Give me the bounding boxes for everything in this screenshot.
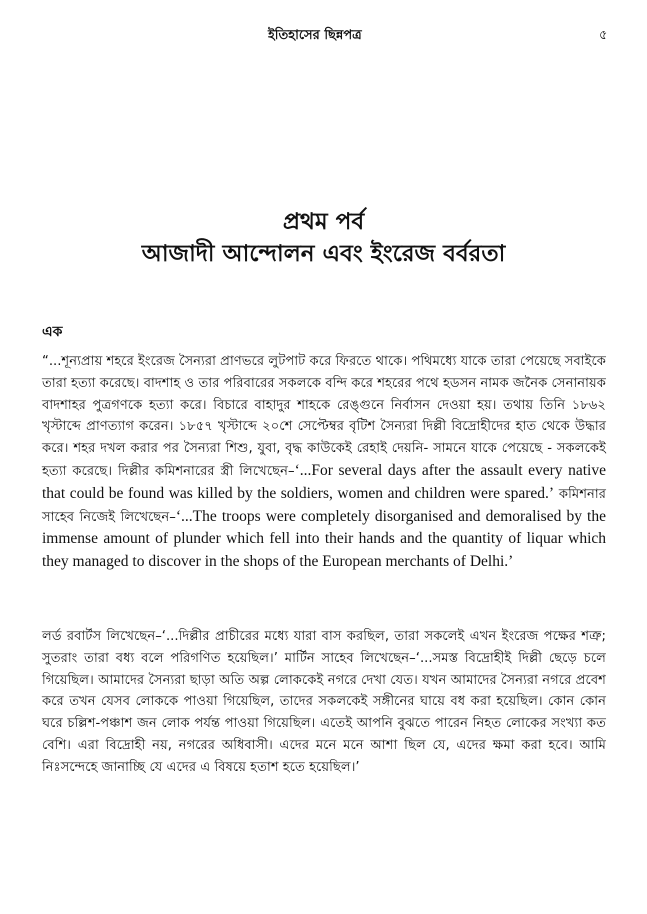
paragraph-text-bengali: লর্ড রবার্টস লিখেছেন–‘...দিল্লীর প্রাচীরের মধ্যে যারা বাস করছিল, তারা সকলেই এখন ইংরেজ পক্ষের শত্রু; সুতরাং তারা বধ্য বলে পরিগণিত হয়েছিল।’ মার্টিন সাহেব লিখেছেন–‘...সমস্ত বিদ্রোহীই দিল্লী ছেড়ে চলে গিয়েছিল। আমাদের সৈন্যরা ছাড়া অতি অল্প লোককেই নগরে দেখা যেত। যখন আমাদের সৈন্যরা নগরে প্রবেশ করে তখন যেসব লোককে পাওয়া গিয়েছিল, তাদের সকলকেই সঙ্গীনের ঘায়ে বধ করা হয়েছিল। কোন কোন ঘরে চল্লিশ-পঞ্চাশ জন লোক পর্যন্ত পাওয়া গিয়েছিল। এতেই আপনি বুঝতে পারেন নিহত লোকের সংখ্যা কত বেশি। এরা বিদ্রোহী নয়, নগরের অধিবাসী। এদের মনে মনে আশা ছিল যে, এদের ক্ষমা করা হবে। আমি নিঃসন্দেহে জানাচ্ছি যে এদের এ বিষয়ে হতাশ হতে হয়েছিল।’ <box>42 629 606 775</box>
paragraph-quote-english: ‘...The troops were completely disorganised and demoralised by the immense amount of plunder which fell into their hands and the quantity of liquar which they managed to discover in the shops of the European merchants of Delhi.’ <box>42 507 606 571</box>
paragraph-quote-english: ‘...For several days after the assault every native that could be found was killed by the soldiers, women and children were spared.’ <box>42 461 606 502</box>
part-title: প্রথম পর্ব <box>282 209 365 235</box>
paragraph <box>42 351 606 574</box>
paragraph-text-bengali: কমিশনার সাহেব নিজেই লিখেছেন– <box>42 486 606 525</box>
chapter-title: আজাদী আন্দোলন এবং ইংরেজ বর্বরতা <box>141 241 506 267</box>
paragraph-text-bengali: “...শূন্যপ্রায় শহরে ইংরেজ সৈন্যরা প্রাণভরে লুটপাট করে ফিরতে থাকে। পথিমধ্যে যাকে তারা পেয়েছে সবাইকে তারা হত্যা করেছে। বাদশাহ ও তার পরিবারের সকলকে বন্দি করে শহরের পথে হডসন নামক জনৈক সেনানায়ক বাদশাহর পুত্রগণকে হত্যা করে। বিচারে বাহাদুর শাহকে রেঙ্গুনে নির্বাসন দেওয়া হয়। তথায় তিনি ১৮৬২ খৃস্টাব্দে প্রাণত্যাগ করেন। ১৮৫৭ খৃস্টাব্দে ২০শে সেপ্টেম্বর বৃটিশ সৈন্যরা দিল্লী বিদ্রোহীদের হাত থেকে উদ্ধার করে। শহর দখল করার পর সৈন্যরা শিশু, যুবা, বৃদ্ধ কাউকেই রেহাই দেয়নি- সামনে যাকে পেয়েছে - সকলকেই হত্যা করেছে। দিল্লীর কমিশনারের স্ত্রী লিখেছেন– <box>42 354 606 479</box>
page-number: ৫ <box>599 28 608 43</box>
running-title: ইতিহাসের ছিন্নপত্র <box>268 28 362 43</box>
chapter-heading <box>0 206 647 270</box>
paragraph <box>42 626 606 779</box>
running-header <box>0 26 647 46</box>
section-label: এক <box>42 324 63 340</box>
